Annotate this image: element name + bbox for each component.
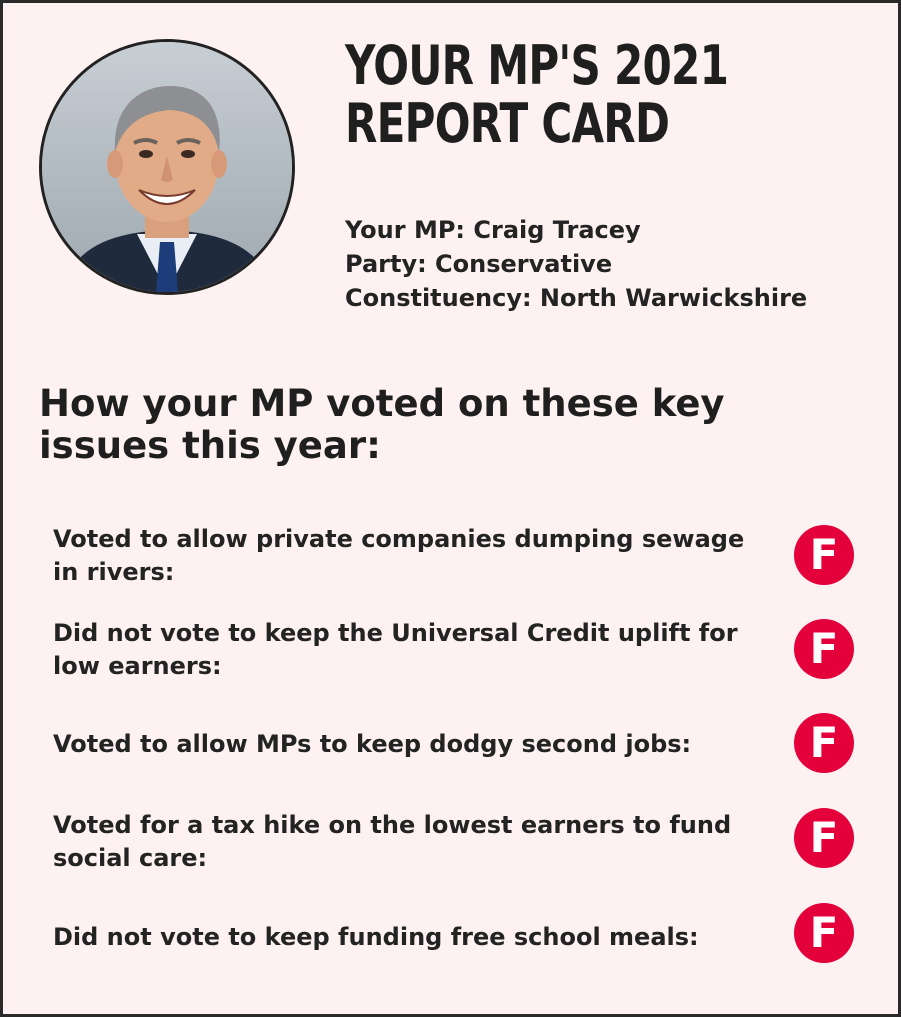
portrait-illustration bbox=[42, 42, 292, 292]
grade-badge: F bbox=[794, 903, 854, 963]
issue-item bbox=[53, 807, 863, 877]
grade-badge: F bbox=[794, 619, 854, 679]
issue-item bbox=[53, 519, 863, 589]
title-line-2: REPORT CARD bbox=[345, 92, 670, 155]
issue-text: Voted to allow MPs to keep dodgy second jobs: bbox=[53, 730, 692, 758]
mp-constituency: Constituency: North Warwickshire bbox=[345, 284, 808, 312]
issue-text: Voted to allow private companies dumping sewage in rivers: bbox=[53, 525, 745, 586]
title-line-1: YOUR MP'S 2021 bbox=[345, 34, 729, 97]
mp-portrait bbox=[39, 39, 295, 295]
issue-text: Did not vote to keep the Universal Credit uplift for low earners: bbox=[53, 619, 738, 680]
mp-party: Party: Conservative bbox=[345, 250, 613, 278]
mp-name: Your MP: Craig Tracey bbox=[345, 216, 641, 244]
issue-item bbox=[53, 617, 863, 687]
issue-text: Did not vote to keep funding free school meals: bbox=[53, 923, 699, 951]
issue-item bbox=[53, 713, 863, 783]
section-heading: How your MP voted on these key issues this year: bbox=[39, 382, 725, 467]
grade-badge: F bbox=[794, 713, 854, 773]
grade-badge: F bbox=[794, 808, 854, 868]
page-title bbox=[345, 34, 729, 155]
grade-badge: F bbox=[794, 525, 854, 585]
issue-item bbox=[53, 903, 863, 973]
issue-text: Voted for a tax hike on the lowest earners to fund social care: bbox=[53, 811, 732, 872]
mp-details bbox=[345, 213, 807, 315]
